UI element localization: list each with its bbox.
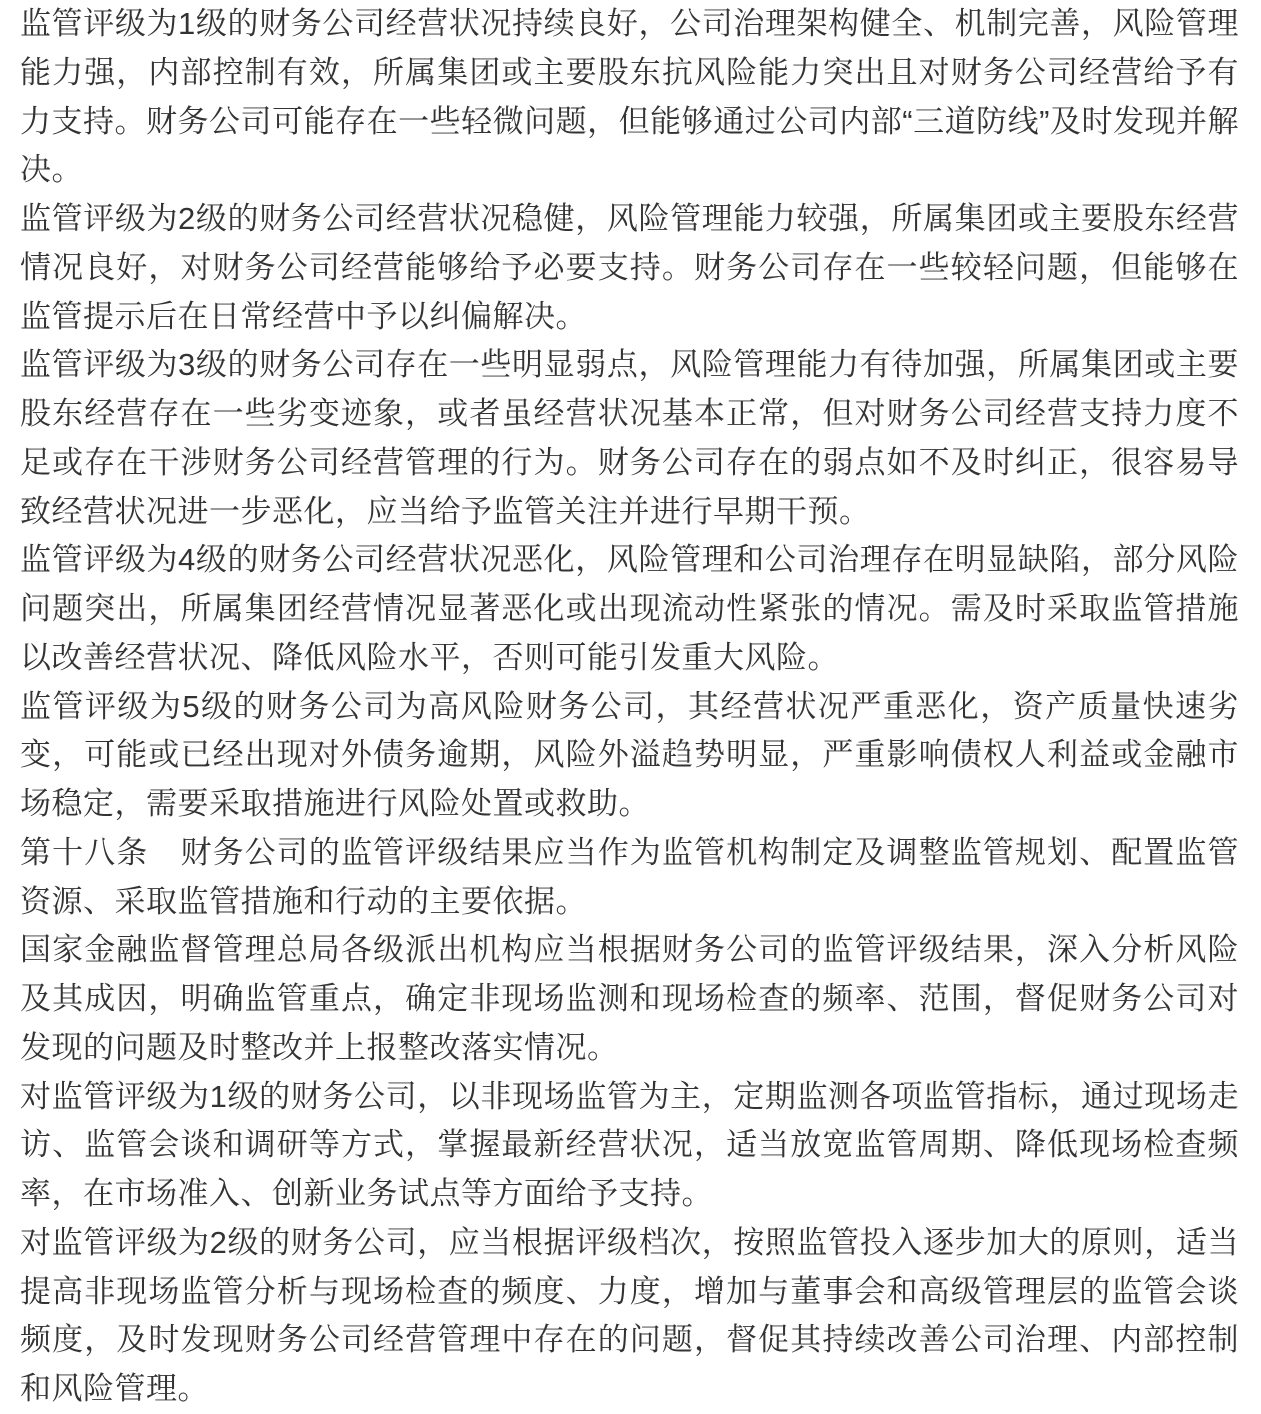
paragraph-rating-level-2: 监管评级为2级的财务公司经营状况稳健，风险管理能力较强，所属集团或主要股东经营情况良好，对财务公司经营能够给予必要支持。财务公司存在一些较轻问题，但能够在监管提示后在日常经营中予以纠偏解决。 [20, 201, 1239, 334]
paragraph-measures-level-1: 对监管评级为1级的财务公司，以非现场监管为主，定期监测各项监管指标，通过现场走访、监管会谈和调研等方式，掌握最新经营状况，适当放宽监管周期、降低现场检查频率，在市场准入、创新业务试点等方面给予支持。 [20, 1078, 1239, 1211]
paragraph-rating-level-3: 监管评级为3级的财务公司存在一些明显弱点，风险管理能力有待加强，所属集团或主要股东经营存在一些劣变迹象，或者虽经营状况基本正常，但对财务公司经营支持力度不足或存在干涉财务公司经营管理的行为。财务公司存在的弱点如不及时纠正，很容易导致经营状况进一步恶化，应当给予监管关注并进行早期干预。 [20, 347, 1239, 529]
paragraph-rating-level-1: 监管评级为1级的财务公司经营状况持续良好，公司治理架构健全、机制完善，风险管理能力强，内部控制有效，所属集团或主要股东抗风险能力突出且对财务公司经营给予有力支持。财务公司可能存在一些轻微问题，但能够通过公司内部“三道防线”及时发现并解决。 [20, 6, 1239, 188]
paragraph-article-18: 第十八条 财务公司的监管评级结果应当作为监管机构制定及调整监管规划、配置监管资源、采取监管措施和行动的主要依据。 [20, 834, 1239, 919]
paragraph-regulator-duties: 国家金融监督管理总局各级派出机构应当根据财务公司的监管评级结果，深入分析风险及其成因，明确监管重点，确定非现场监测和现场检查的频率、范围，督促财务公司对发现的问题及时整改并上报整改落实情况。 [20, 932, 1239, 1065]
paragraph-rating-level-4: 监管评级为4级的财务公司经营状况恶化，风险管理和公司治理存在明显缺陷，部分风险问题突出，所属集团经营情况显著恶化或出现流动性紧张的情况。需及时采取监管措施以改善经营状况、降低风险水平，否则可能引发重大风险。 [20, 542, 1239, 675]
paragraph-rating-level-5: 监管评级为5级的财务公司为高风险财务公司，其经营状况严重恶化，资产质量快速劣变，可能或已经出现对外债务逾期，风险外溢趋势明显，严重影响债权人利益或金融市场稳定，需要采取措施进行风险处置或救助。 [20, 688, 1239, 821]
paragraph-measures-level-2: 对监管评级为2级的财务公司，应当根据评级档次，按照监管投入逐步加大的原则，适当提高非现场监管分析与现场检查的频度、力度，增加与董事会和高级管理层的监管会谈频度，及时发现财务公司经营管理中存在的问题，督促其持续改善公司治理、内部控制和风险管理。 [20, 1224, 1239, 1406]
